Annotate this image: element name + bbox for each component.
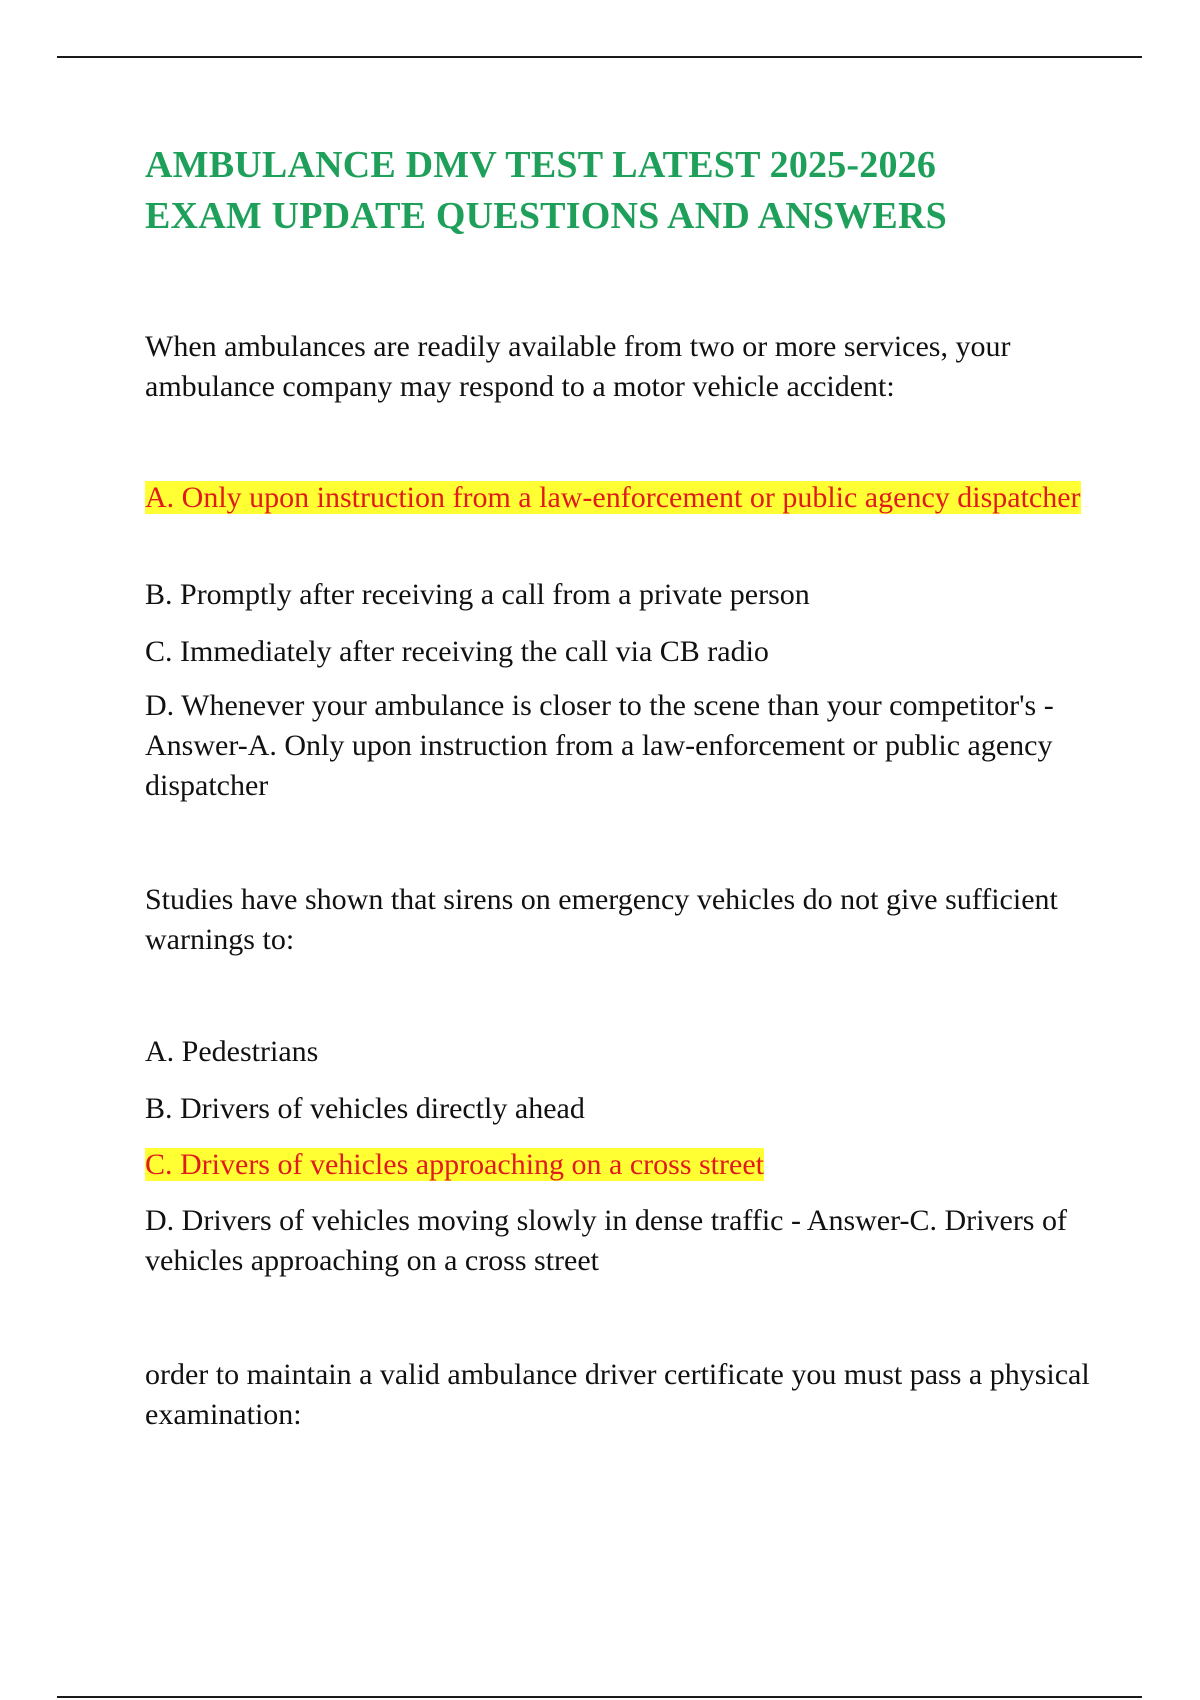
question-1-option-a-text: A. Only upon instruction from a law-enforcement or public agency dispatcher: [145, 481, 1081, 514]
title-line-2: EXAM UPDATE QUESTIONS AND ANSWERS: [145, 195, 947, 237]
question-1-option-d: D. Whenever your ambulance is closer to the scene than your competitor's - Answer-A. Only upon instruction from a law-enforcement or public agency dispatcher: [145, 689, 1054, 802]
question-1-option-c: C. Immediately after receiving the call via CB radio: [145, 635, 769, 668]
question-1-text: When ambulances are readily available from two or more services, your ambulance company may respond to a motor vehicle accident:: [145, 330, 1011, 403]
question-2-option-d: D. Drivers of vehicles moving slowly in dense traffic - Answer-C. Drivers of vehicles approaching on a cross street: [145, 1204, 1067, 1277]
question-1-option-a: [145, 478, 1105, 518]
question-2-option-c-text: C. Drivers of vehicles approaching on a cross street: [145, 1148, 764, 1181]
question-2-option-c: [145, 1145, 1105, 1185]
question-1-option-b: B. Promptly after receiving a call from a private person: [145, 578, 810, 611]
question-3-text: order to maintain a valid ambulance driver certificate you must pass a physical examination:: [145, 1358, 1090, 1431]
question-2-text: Studies have shown that sirens on emergency vehicles do not give sufficient warnings to:: [145, 883, 1058, 956]
question-2-option-a: A. Pedestrians: [145, 1035, 319, 1068]
title-line-1: AMBULANCE DMV TEST LATEST 2025-2026: [145, 144, 937, 186]
question-2-option-b: B. Drivers of vehicles directly ahead: [145, 1092, 585, 1125]
top-rule: [57, 56, 1142, 58]
document-title: [145, 140, 1105, 242]
bottom-rule: [57, 1696, 1142, 1698]
